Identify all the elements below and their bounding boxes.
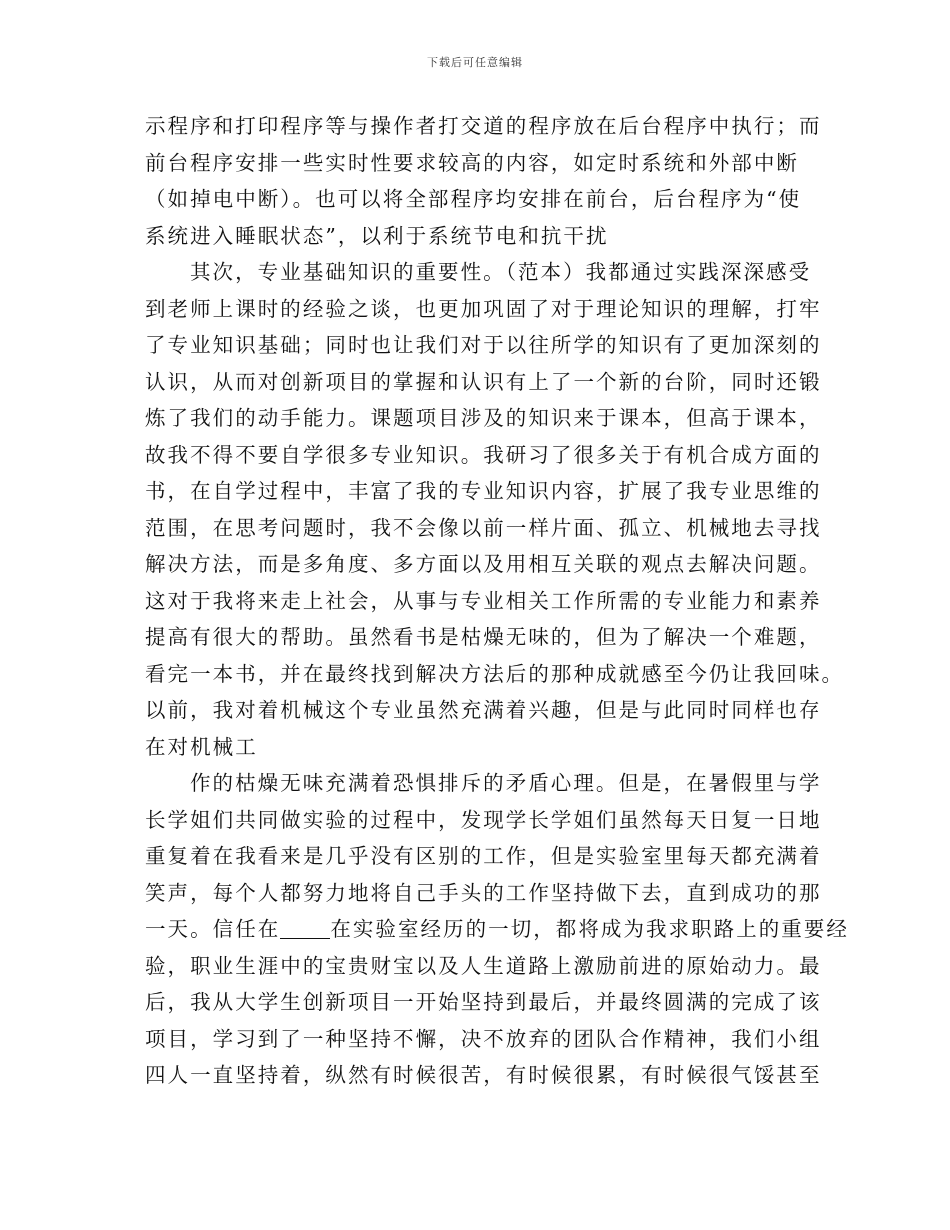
- document-body: [145, 108, 849, 1094]
- text-line-content: 故我不得不要自学很多专业知识。我研习了很多关于有机合成方面的: [145, 442, 822, 467]
- text-line: [145, 473, 825, 510]
- text-line: [145, 948, 825, 985]
- text-line: [145, 327, 825, 364]
- text-line: [145, 656, 845, 693]
- text-line-content: 项目，学习到了一种坚持不懈，决不放弃的团队合作精神，我们小组: [145, 1026, 822, 1051]
- text-line: [145, 218, 825, 255]
- text-line-content: 提高有很大的帮助。虽然看书是枯燥无味的，但为了解决一个难题，: [145, 625, 822, 649]
- text-line: [145, 108, 825, 145]
- text-line-content: 以前，我对着机械这个专业虽然充满着兴趣，但是与此同时同样也存: [145, 698, 822, 722]
- text-line-content: 长学姐们共同做实验的过程中，发现学长学姐们虽然每天日复一日地: [145, 807, 822, 832]
- text-line: [145, 400, 825, 437]
- text-line-content: 认识，从而对创新项目的掌握和认识有上了一个新的台阶，同时还锻: [145, 369, 822, 394]
- text-line: [145, 254, 825, 291]
- text-line: [145, 1057, 825, 1094]
- text-line-content: 在实验室经历的一切，都将成为我求职路上的重要经: [330, 917, 849, 941]
- text-line-content: （如掉电中断）。也可以将全部程序均安排在前台，后台程序为“使: [145, 187, 802, 211]
- text-line: [145, 145, 825, 182]
- text-line: [145, 510, 825, 547]
- text-line-content: 范围，在思考问题时，我不会像以前一样片面、孤立、机械地去寻找: [145, 515, 822, 540]
- text-line: [145, 875, 825, 912]
- text-line-content: 书，在自学过程中，丰富了我的专业知识内容，扩展了我专业思维的: [145, 479, 822, 503]
- text-line: [145, 364, 825, 401]
- text-line: [145, 181, 825, 218]
- text-line-content: 笑声，每个人都努力地将自己手头的工作坚持做下去，直到成功的那: [145, 880, 822, 905]
- text-line-content: 示程序和打印程序等与操作者打交道的程序放在后台程序中执行；而: [145, 114, 822, 138]
- text-line: [145, 802, 825, 839]
- text-line-content: 后，我从大学生创新项目一开始坚持到最后，并最终圆满的完成了该: [145, 990, 822, 1014]
- text-line-content: 这对于我将来走上社会，从事与专业相关工作所需的专业能力和素养: [145, 588, 822, 613]
- text-line: [145, 765, 825, 802]
- text-line: [145, 291, 825, 328]
- text-line: [145, 984, 825, 1021]
- text-line-content: 到老师上课时的经验之谈，也更加巩固了对于理论知识的理解，打牢: [145, 296, 822, 321]
- text-line: [145, 729, 825, 766]
- text-line-content: 炼了我们的动手能力。课题项目涉及的知识来于课本，但高于课本，: [145, 406, 822, 430]
- text-line: [145, 546, 825, 583]
- text-line: [145, 692, 825, 729]
- text-line-content: 验，职业生涯中的宝贵财宝以及人生道路上激励前进的原始动力。最: [145, 953, 822, 978]
- page-header: 下载后可任意编辑: [427, 56, 523, 69]
- text-line-content: 其次，专业基础知识的重要性。（范本）我都通过实践深深感受: [190, 260, 812, 284]
- text-line: [145, 583, 825, 620]
- text-line: [145, 838, 825, 875]
- text-line-content: 系统进入睡眠状态”，以利于系统节电和抗干扰: [145, 223, 609, 248]
- text-line-content: 解决方法，而是多角度、多方面以及用相互关联的观点去解决问题。: [145, 552, 822, 576]
- text-line-content: 前台程序安排一些实时性要求较高的内容，如定时系统和外部中断: [145, 150, 799, 175]
- text-line-content: 作的枯燥无味充满着恐惧排斥的矛盾心理。但是，在暑假里与学: [190, 771, 822, 795]
- text-line-content: 看完一本书，并在最终找到解决方法后的那种成就感至今仍让我回味。: [145, 661, 845, 686]
- text-line-content: 了专业知识基础；同时也让我们对于以往所学的知识有了更加深刻的: [145, 333, 822, 357]
- fill-in-blank: [280, 918, 330, 939]
- text-line: [145, 437, 825, 474]
- text-line: [145, 1021, 825, 1058]
- text-line: [145, 619, 825, 656]
- text-line-content: 在对机械工: [145, 734, 258, 759]
- text-line-content: 一天。信任在: [145, 917, 281, 941]
- text-line: [145, 911, 849, 948]
- text-line-content: 重复着在我看来是几乎没有区别的工作，但是实验室里每天都充满着: [145, 844, 822, 868]
- text-line-content: 四人一直坚持着，纵然有时候很苦，有时候很累，有时候很气馁甚至: [145, 1063, 822, 1087]
